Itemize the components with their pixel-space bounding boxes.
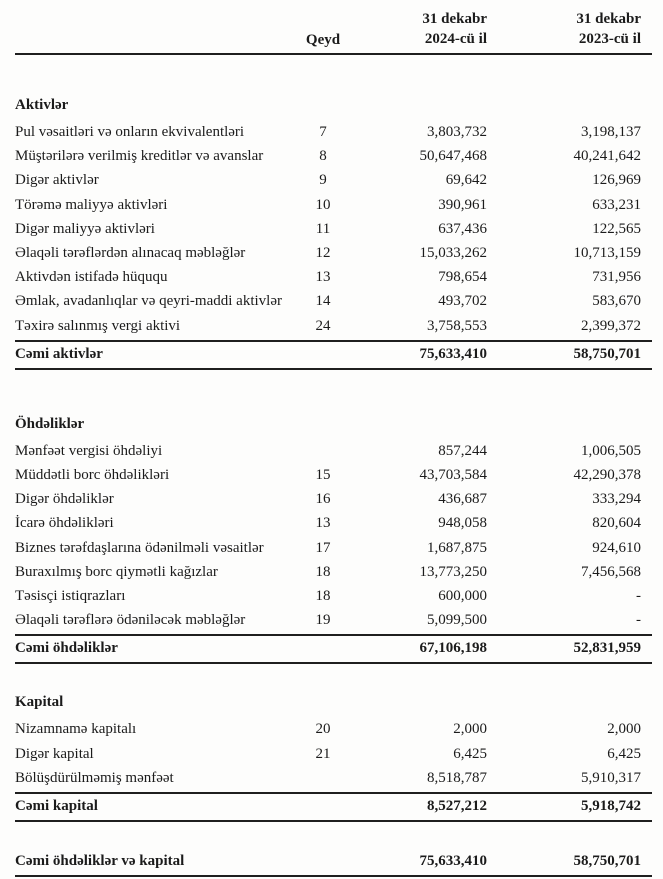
row-value-2024: 6,425 xyxy=(453,745,487,762)
row-value-2024: 1,687,875 xyxy=(427,539,487,556)
row-value-2024: 637,436 xyxy=(438,220,487,237)
row-value-2023: 5,910,317 xyxy=(581,769,641,786)
row-value-2023: 6,425 xyxy=(607,745,641,762)
table-row xyxy=(15,536,652,560)
table-row xyxy=(15,120,652,144)
row-value-2023: 633,231 xyxy=(592,196,641,213)
section-total-row xyxy=(15,340,652,370)
row-value-2023: 3,198,137 xyxy=(581,124,641,140)
row-note: 20 xyxy=(315,721,331,738)
row-value-2024: 69,642 xyxy=(445,172,487,189)
grand-total-row xyxy=(15,849,652,877)
row-value-2023: 333,294 xyxy=(592,491,641,508)
row-value-2024: 857,244 xyxy=(438,442,487,459)
row-label: Nizamnamə kapitalı xyxy=(15,721,137,738)
row-label: Əmlak, avadanlıqlar və qeyri-maddi aktivlər xyxy=(15,293,282,310)
row-label: Təsisçi istiqrazları xyxy=(15,588,126,605)
row-label: Törəmə maliyyə aktivləri xyxy=(15,196,168,213)
row-label: Təxirə salınmış vergi aktivi xyxy=(15,317,181,334)
row-label: Aktivdən istifadə hüququ xyxy=(15,269,168,286)
section-total-value-2024: 67,106,198 xyxy=(419,640,487,657)
row-note: 17 xyxy=(315,539,331,556)
row-note: 13 xyxy=(315,515,331,532)
section-title: Kapital xyxy=(15,694,64,711)
row-value-2023: 10,713,159 xyxy=(573,245,641,262)
table-header-row xyxy=(15,9,652,55)
table-row xyxy=(15,463,652,487)
row-value-2024: 13,773,250 xyxy=(419,563,487,580)
section-kapital xyxy=(15,692,652,822)
column-header-2024-line1: 31 dekabr xyxy=(422,11,487,27)
column-header-2024 xyxy=(353,9,487,49)
row-label: Digər öhdəliklər xyxy=(15,491,114,508)
table-row xyxy=(15,742,652,766)
row-value-2023: - xyxy=(636,588,641,605)
section-total-value-2024: 75,633,410 xyxy=(419,345,487,362)
row-label: Müddətli borc öhdəlikləri xyxy=(15,467,170,484)
section-total-row xyxy=(15,792,652,822)
row-value-2023: 42,290,378 xyxy=(573,467,641,484)
row-note: 11 xyxy=(315,220,331,237)
table-row xyxy=(15,560,652,584)
table-row xyxy=(15,717,652,741)
section-title: Öhdəliklər xyxy=(15,415,85,432)
row-value-2023: 820,604 xyxy=(592,515,641,532)
row-note: 18 xyxy=(315,588,331,605)
table-row xyxy=(15,193,652,217)
row-label: Buraxılmış borc qiymətli kağızlar xyxy=(15,563,218,580)
row-note: 18 xyxy=(315,563,331,580)
table-row xyxy=(15,217,652,241)
section-aktivler xyxy=(15,95,652,370)
row-label: Biznes tərəfdaşlarına ödənilməli vəsaitlər xyxy=(15,539,264,556)
row-note: 12 xyxy=(315,245,331,262)
grand-total-value-2023: 58,750,701 xyxy=(573,853,641,870)
section-total-value-2023: 52,831,959 xyxy=(573,640,641,657)
row-value-2023: 2,399,372 xyxy=(581,317,641,334)
row-value-2024: 436,687 xyxy=(438,491,487,508)
table-row xyxy=(15,168,652,192)
table-row xyxy=(15,608,652,632)
table-row xyxy=(15,144,652,168)
table-row xyxy=(15,487,652,511)
row-value-2023: 122,565 xyxy=(592,220,641,237)
section-total-label: Cəmi aktivlər xyxy=(15,345,103,362)
section-title: Aktivlər xyxy=(15,97,69,113)
section-ohdelikler xyxy=(15,414,652,665)
row-note: 21 xyxy=(315,745,331,762)
section-total-row xyxy=(15,634,652,664)
row-value-2023: 583,670 xyxy=(592,293,641,310)
grand-total-value-2024: 75,633,410 xyxy=(419,853,487,870)
row-value-2023: 126,969 xyxy=(592,172,641,189)
column-header-note: Qeyd xyxy=(305,32,341,48)
row-label: Digər aktivlər xyxy=(15,172,99,189)
row-label: İcarə öhdəlikləri xyxy=(15,515,114,532)
section-total-label: Cəmi kapital xyxy=(15,798,98,815)
row-value-2023: 1,006,505 xyxy=(581,442,641,459)
row-value-2024: 390,961 xyxy=(438,196,487,213)
row-value-2024: 5,099,500 xyxy=(427,612,487,629)
table-row xyxy=(15,584,652,608)
row-value-2023: 2,000 xyxy=(607,721,641,738)
row-note: 13 xyxy=(315,269,331,286)
row-note: 15 xyxy=(315,467,331,484)
row-value-2023: 924,610 xyxy=(592,539,641,556)
row-value-2024: 600,000 xyxy=(438,588,487,605)
table-row xyxy=(15,766,652,790)
table-body xyxy=(15,95,652,822)
row-label: Mənfəət vergisi öhdəliyi xyxy=(15,442,163,459)
column-header-2023 xyxy=(487,9,652,49)
row-note: 16 xyxy=(315,491,331,508)
row-label: Digər maliyyə aktivləri xyxy=(15,220,155,237)
section-total-value-2023: 5,918,742 xyxy=(581,798,641,815)
section-total-label: Cəmi öhdəliklər xyxy=(15,640,118,657)
section-total-value-2024: 8,527,212 xyxy=(427,798,487,815)
table-row xyxy=(15,241,652,265)
row-note: 7 xyxy=(319,124,327,140)
row-value-2024: 2,000 xyxy=(453,721,487,738)
row-value-2023: 40,241,642 xyxy=(573,148,641,165)
row-value-2024: 3,803,732 xyxy=(427,124,487,140)
row-value-2024: 15,033,262 xyxy=(419,245,487,262)
row-label: Pul vəsaitləri və onların ekvivalentləri xyxy=(15,124,245,140)
row-value-2024: 493,702 xyxy=(438,293,487,310)
row-note: 14 xyxy=(315,293,331,310)
row-note: 10 xyxy=(315,196,331,213)
row-value-2024: 948,058 xyxy=(438,515,487,532)
row-note: 8 xyxy=(319,148,327,165)
row-value-2023: 731,956 xyxy=(592,269,641,286)
table-row xyxy=(15,511,652,535)
row-value-2023: - xyxy=(636,612,641,629)
row-value-2024: 3,758,553 xyxy=(427,317,487,334)
row-value-2024: 50,647,468 xyxy=(419,148,487,165)
row-value-2024: 798,654 xyxy=(438,269,487,286)
row-note: 9 xyxy=(319,172,327,189)
row-label: Bölüşdürülməmiş mənfəət xyxy=(15,769,174,786)
row-label: Əlaqəli tərəflərdən alınacaq məbləğlər xyxy=(15,245,246,262)
table-row xyxy=(15,265,652,289)
grand-total-label: Cəmi öhdəliklər və kapital xyxy=(15,853,185,870)
table-row xyxy=(15,289,652,313)
row-note: 19 xyxy=(315,612,331,629)
column-header-2023-line1: 31 dekabr xyxy=(576,11,641,27)
column-header-2024-line2: 2024-cü il xyxy=(424,31,487,47)
section-total-value-2023: 58,750,701 xyxy=(573,345,641,362)
row-label: Digər kapital xyxy=(15,745,94,762)
row-note: 24 xyxy=(315,317,331,334)
table-row xyxy=(15,439,652,463)
row-label: Müştərilərə verilmiş kreditlər və avanslar xyxy=(15,148,264,165)
column-header-2023-line2: 2023-cü il xyxy=(578,31,641,47)
table-row xyxy=(15,314,652,338)
row-value-2024: 8,518,787 xyxy=(427,769,487,786)
row-label: Əlaqəli tərəflərə ödəniləcək məbləğlər xyxy=(15,612,246,629)
row-value-2023: 7,456,568 xyxy=(581,563,641,580)
row-value-2024: 43,703,584 xyxy=(419,467,487,484)
